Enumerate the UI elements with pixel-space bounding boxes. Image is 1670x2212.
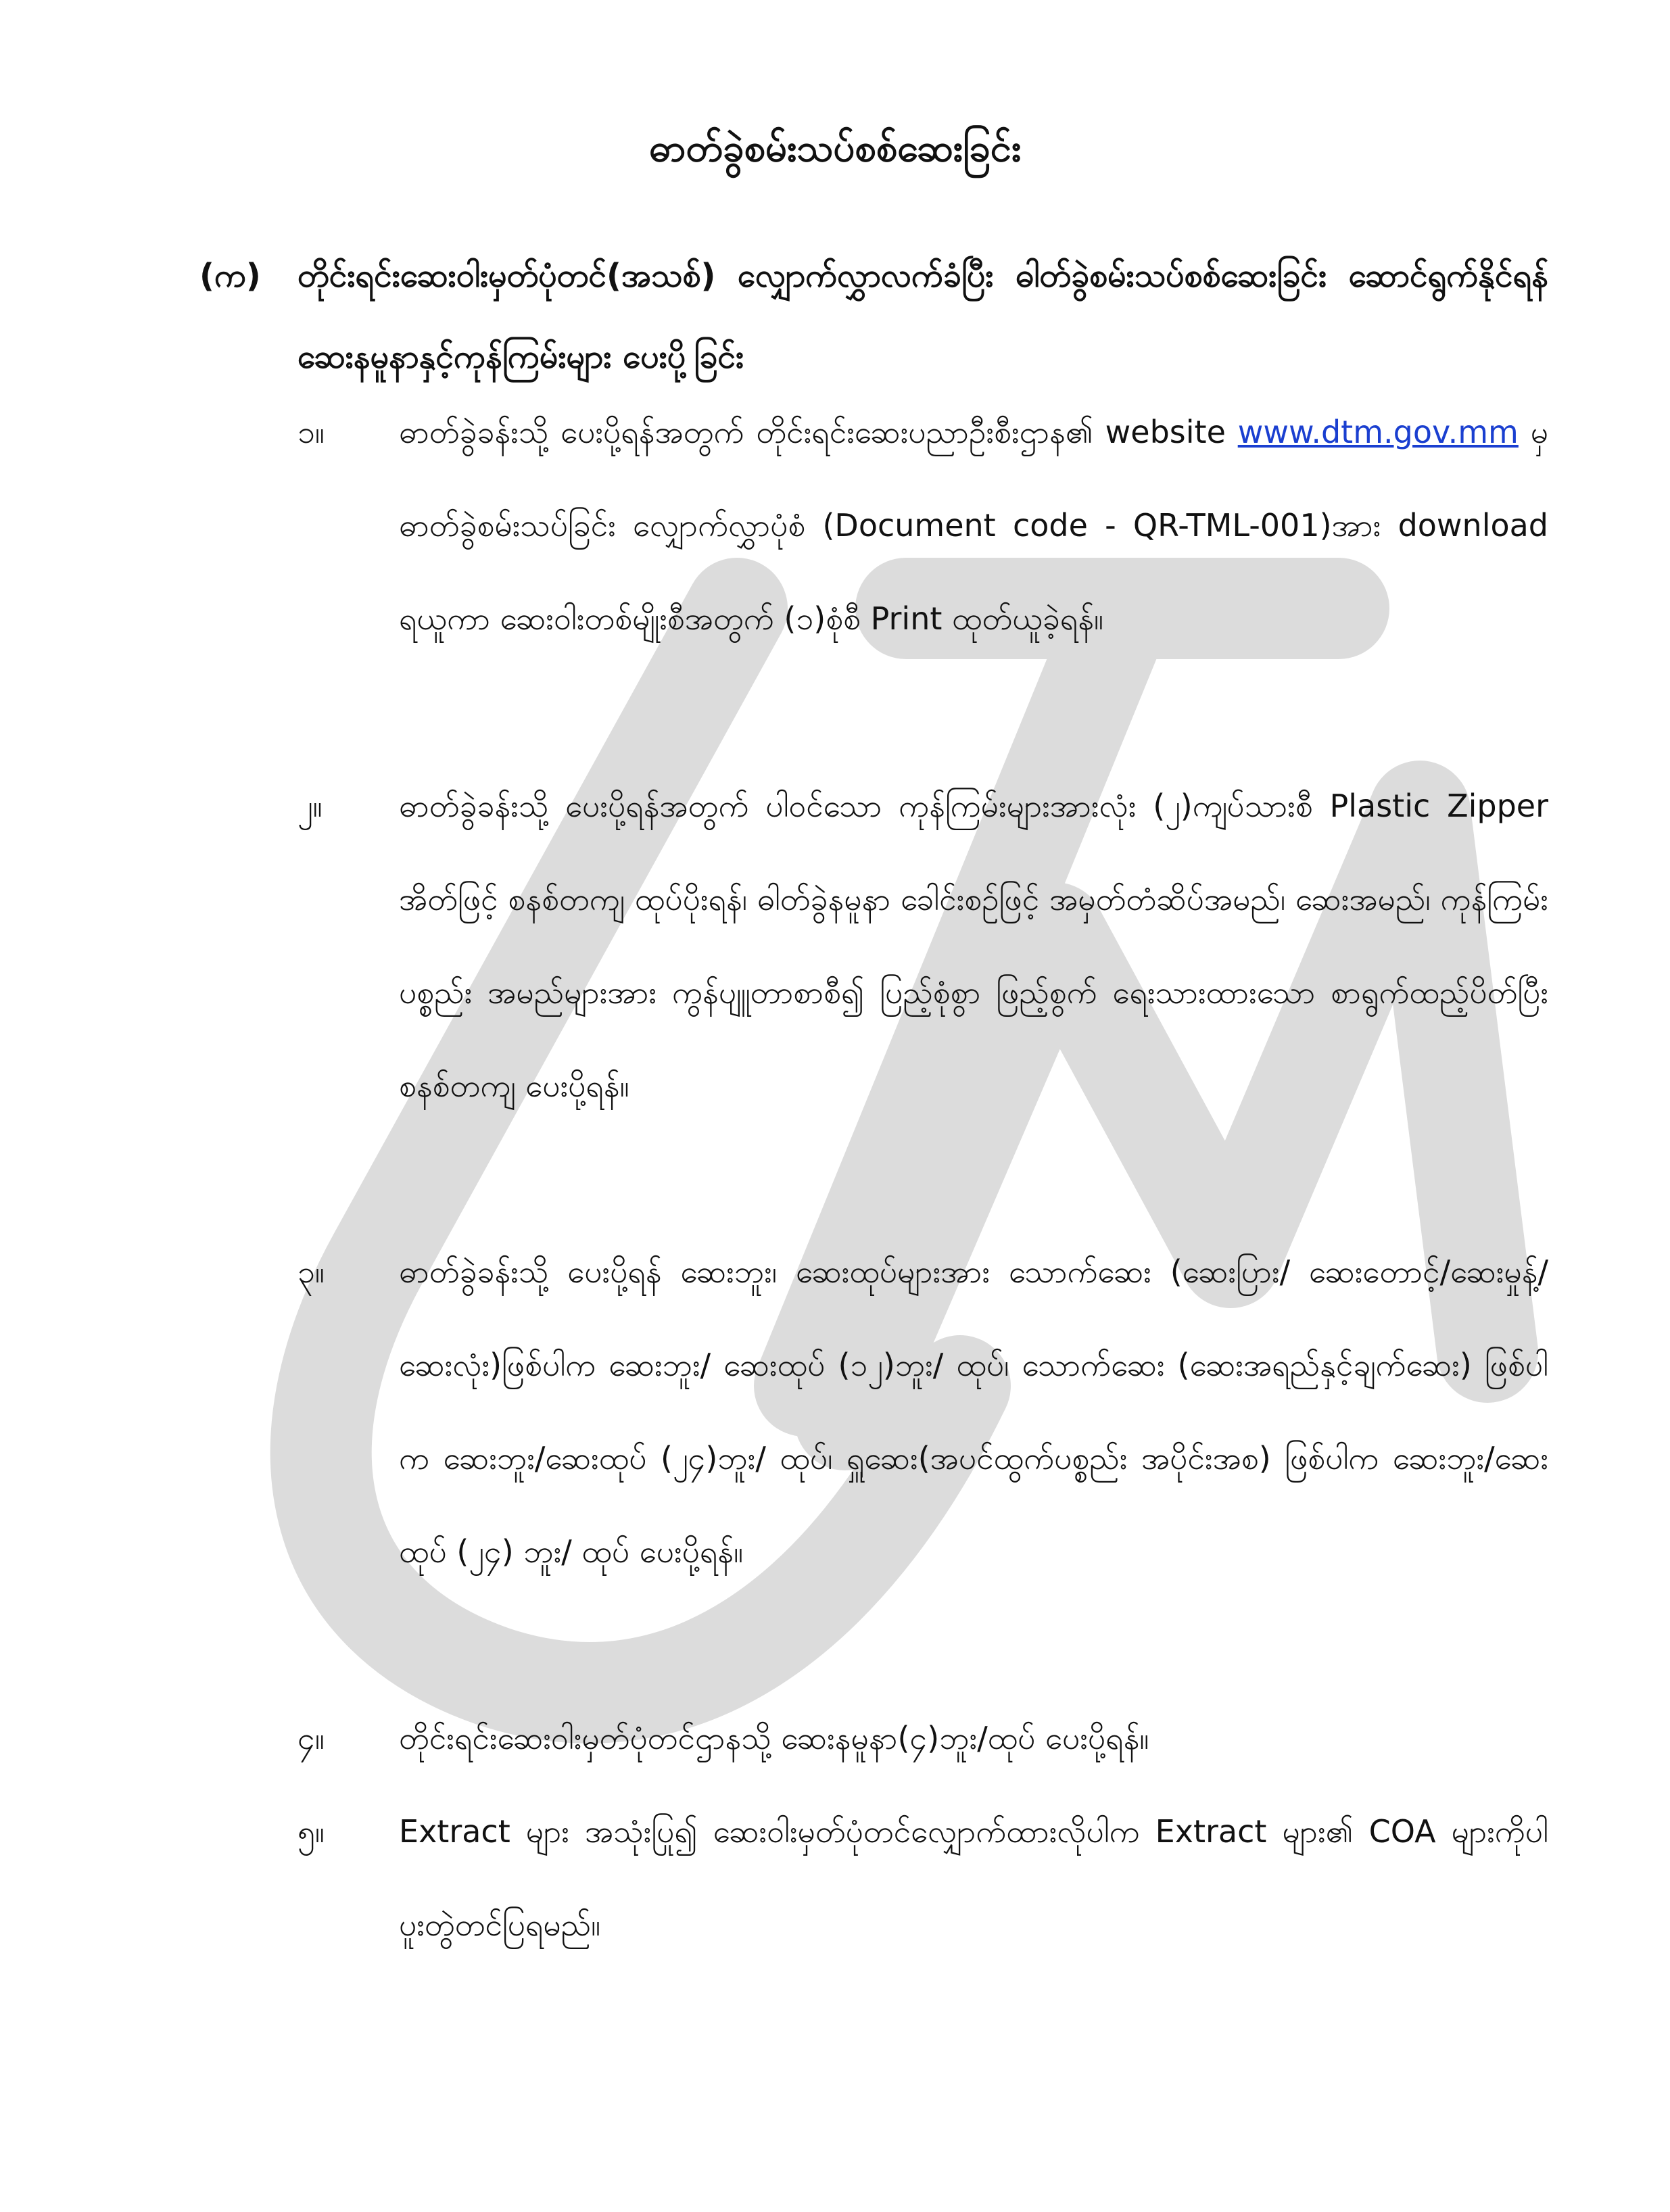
- item-text: ဓာတ်ခွဲခန်းသို့ ပေးပို့ရန်အတွက် ပါဝင်သော ကုန်ကြမ်းများအားလုံး (၂)ကျပ်သားစီ Plastic Zipper အိတ်ဖြင့် စနစ်တကျ ထုပ်ပိုးရန်၊ ဓါတ်ခွဲနမူနာ ခေါင်းစဉ်ဖြင့် အမှတ်တံဆိပ်အမည်၊ ဆေးအမည်၊ ကုန်ကြမ်းပစ္စည်း အမည်များအား ကွန်ပျူတာစာစီ၍ ပြည့်စုံစွာ ဖြည့်စွက် ရေးသားထားသော စာရွက်ထည့်ပိတ်ပြီး စနစ်တကျ ပေးပို့ရန်။: [399, 788, 1548, 1104]
- item-text: [399, 385, 1548, 665]
- item-text: Extract များ အသုံးပြု၍ ဆေးဝါးမှတ်ပုံတင်လျှောက်ထားလိုပါက Extract များ၏ COA များကိုပါ ပူးတွဲတင်ပြရမည်။: [399, 1813, 1548, 1943]
- website-link[interactable]: www.dtm.gov.mm: [1237, 414, 1519, 450]
- item-text-after-link: မှ ဓာတ်ခွဲစမ်းသပ်ခြင်း လျှောက်လွှာပုံစံ (Document code - QR-TML-001)အား download ရယူကာ ဆေးဝါးတစ်မျိုးစီအတွက် (၁)စုံစီ Print ထုတ်ယူခဲ့ရန်။: [399, 414, 1548, 637]
- item-number: ၄။: [297, 1720, 325, 1756]
- section-marker: (က): [199, 257, 261, 295]
- page-title: ဓာတ်ခွဲစမ်းသပ်စစ်ဆေးခြင်း: [648, 126, 1022, 170]
- item-number: ၃။: [297, 1253, 325, 1290]
- item-number: ၅။: [297, 1813, 325, 1850]
- item-number: ၂။: [297, 788, 323, 824]
- item-text-before-link: ဓာတ်ခွဲခန်းသို့ ပေးပို့ရန်အတွက် တိုင်းရင်းဆေးပညာဦးစီးဌာန၏ website: [399, 414, 1238, 450]
- section-heading: တိုင်းရင်းဆေးဝါးမှတ်ပုံတင်(အသစ်) လျှောက်လွှာလက်ခံပြီး ဓါတ်ခွဲစမ်းသပ်စစ်ဆေးခြင်း ဆောင်ရွက်နိုင်ရန် ဆေးနမူနာနှင့်ကုန်ကြမ်းများ ပေးပို့ခြင်း: [297, 257, 1548, 376]
- item-text: ဓာတ်ခွဲခန်းသို့ ပေးပို့ရန် ဆေးဘူး၊ ဆေးထုပ်များအား သောက်ဆေး (ဆေးပြား/ ဆေးတောင့်/ဆေးမှုန့်/ဆေးလုံး)ဖြစ်ပါက ဆေးဘူး/ ဆေးထုပ် (၁၂)ဘူး/ ထုပ်၊ သောက်ဆေး (ဆေးအရည်နှင့်ချက်ဆေး) ဖြစ်ပါက ဆေးဘူး/ဆေးထုပ် (၂၄)ဘူး/ ထုပ်၊ ရှူဆေး(အပင်ထွက်ပစ္စည်း အပိုင်းအစ) ဖြစ်ပါက ဆေးဘူး/ဆေးထုပ် (၂၄) ဘူး/ ထုပ် ပေးပို့ရန်။: [399, 1253, 1548, 1570]
- item-number: ၁။: [297, 414, 325, 450]
- item-text: တိုင်းရင်းဆေးဝါးမှတ်ပုံတင်ဌာနသို့ ဆေးနမူနာ(၄)ဘူး/ထုပ် ပေးပို့ရန်။: [399, 1720, 1149, 1756]
